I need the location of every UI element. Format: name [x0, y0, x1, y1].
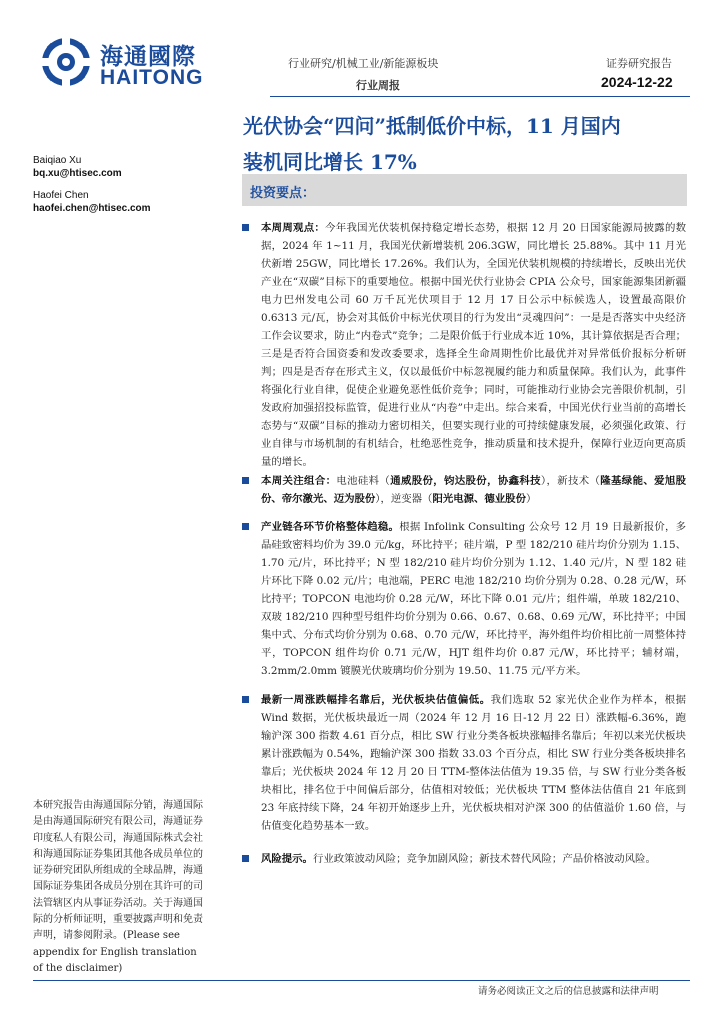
- summary-heading: 投资要点：: [250, 186, 316, 201]
- title-line-1: 光伏协会“四问”抵制低价中标，11 月国内: [243, 114, 621, 138]
- footer-divider: [33, 980, 690, 981]
- bullet-label: 产业链各环节价格整体趋稳。: [261, 521, 400, 533]
- title-line-2: 装机同比增长 17%: [243, 150, 417, 174]
- haitong-emblem-icon: [40, 36, 92, 88]
- header-divider: [270, 96, 690, 97]
- bullet-label: 最新一周涨跌幅排名靠后，光伏板块估值偏低。: [261, 694, 491, 706]
- report-type: 行业周报: [356, 79, 400, 92]
- author-email[interactable]: haofei.chen@htisec.com: [33, 203, 151, 214]
- bullet-portfolio: 本周关注组合：电池硅料（通威股份，钧达股份，协鑫科技），新技术（隆基绿能、爱旭股份、帝尔激光、迈为股份），逆变器（阳光电源、德业股份）: [242, 472, 686, 508]
- stock-group-inverter: 阳光电源、德业股份: [432, 493, 526, 505]
- footer-notice: 请务必阅读正文之后的信息披露和法律声明: [478, 986, 659, 997]
- logo-chinese-name: 海通國際: [100, 43, 196, 70]
- stock-group-silicon: 通威股份，钧达股份，协鑫科技: [390, 475, 541, 487]
- bullet-square-icon: [242, 855, 249, 862]
- bullet-text: 我们选取 52 家光伏企业作为样本，根据 Wind 数据，光伏板块最近一周（2024 年 12 月 16 日-12 月 22 日）涨跌幅-6.36%，跑输沪深 300 指数 4.61 百分点，相比 SW 行业分类各板块涨幅排名靠后；年初以来光伏板块累计涨跌幅为 0.54%，跑输沪深 300 指数 33.03 个百分点，相比 SW 行业分类各板块排名靠后；光伏板块 2024 年 12 月 20 日 TTM-整体法估值为 19.35 倍，与 SW 行业分类各板块相比，排名位于中间偏后部分，估值相对较低；光伏板块 TTM 整体法估值自 21 年底到 23 年底持续下降，24 年初开始逐步上升，光伏板块相对沪深 300 的估值溢价 1.60 倍，与估值变化趋势基本一致。: [261, 694, 687, 832]
- bullet-label: 风险提示。: [261, 853, 313, 865]
- author-name: Haofei Chen: [33, 190, 89, 201]
- logo-english-name: HAITONG: [100, 66, 204, 89]
- author-name: Baiqiao Xu: [33, 155, 82, 166]
- report-date: 2024-12-22: [601, 74, 673, 90]
- stock-group-new-tech: 隆基绿能、爱旭股份、帝尔激光、迈为股份: [261, 475, 687, 505]
- bullet-text: 今年我国光伏装机保持稳定增长态势，根据 12 月 20 日国家能源局披露的数据，2024 年 1~11 月，我国光伏新增装机 206.3GW，同比增长 25.88%。其中 11 月光伏新增 25GW，同比增长 17.26%。我们认为，全国光伏装机规模的持续增长，反映出光伏产业在“双碳”目标下的重要地位。根据中国光伏行业协会 CPIA 公众号，国家能源集团新疆电力巴州发电公司 60 万千瓦光伏项目于 12 月 17 日公示中标候选人，设置最高限价 0.6313 元/瓦，协会对其低价中标光伏项目的行为发出“灵魂四问”：一是是否落实中央经济工作会议要求，防止“内卷式”竞争；二是限价低于行业成本近 10%，其计算依据是否合理；三是是否符合国资委和发改委要求，选择全生命周期性价比最优并对异常低价报标分析研判；四是是否存在形式主义，仅以最低价中标忽视履约能力和质量保障。我们认为，此事件将强化行业自律，促使企业避免恶性低价竞争；同时，可能推动行业协会完善限价机制，引发政府加强招投标监管，促进行业从“内卷”中走出。综合来看，中国光伏行业当前的高增长态势与“双碳”目标的推动力密切相关，但要实现行业的可持续健康发展，必须强化政策、行业自律与市场机制的有机结合，杜绝恶性竞争，推动质量和技术提升，保障行业迈向更高质量的增长。: [261, 222, 687, 468]
- bullet-weekly-view: [242, 219, 686, 471]
- bullet-valuation: [242, 691, 686, 835]
- report-category: 行业研究/机械工业/新能源板块: [288, 57, 439, 70]
- bullet-square-icon: [242, 696, 249, 703]
- bullet-square-icon: [242, 477, 249, 484]
- research-report-label: 证券研究报告: [606, 57, 672, 70]
- report-title: [243, 108, 693, 180]
- bullet-text: 根据 Infolink Consulting 公众号 12 月 19 日最新报价，多晶硅致密料均价为 39.0 元/kg，环比持平；硅片端，P 型 182/210 硅片均价分别为 1.15、1.70 元/片，环比持平；N 型 182/210 硅片均价分别为 1.12、1.40 元/片，N 型 182 硅片环比下降 0.02 元/片；电池端，PERC 电池 182/210 均价分别为 0.28、0.28 元/W，环比持平；TOPCON 电池均价 0.28 元/W，环比下降 0.01 元/片；组件端，单玻 182/210、双玻 182/210 四种型号组件均价分别为 0.66、0.67、0.68、0.69 元/W，环比持平；中国集中式、分布式均价分别为 0.68、0.70 元/W，环比持平，海外组件均价相比前一周整体持平，TOPCON 组件均价 0.71 元/W，HJT 组件均价 0.87 元/W，环比持平；辅材端，3.2mm/2.0mm 镀膜光伏玻璃均价分别为 19.50、11.75 元/平方米。: [261, 521, 686, 677]
- bullet-label: 本周周观点：: [261, 222, 326, 234]
- bullet-label: 本周关注组合：: [261, 475, 337, 487]
- bullet-risk: [242, 850, 686, 868]
- bullet-square-icon: [242, 224, 249, 231]
- bullet-text: 行业政策波动风险；竞争加剧风险；新技术替代风险；产品价格波动风险。: [312, 853, 656, 865]
- author-email[interactable]: bq.xu@htisec.com: [33, 168, 122, 179]
- bullet-price-trend: [242, 518, 686, 680]
- bullet-square-icon: [242, 523, 249, 530]
- distribution-disclaimer: 本研究报告由海通国际分销，海通国际是由海通国际研究有限公司，海通证券印度私人有限公司，海通国际株式会社和海通国际证券集团其他各成员单位的证券研究团队所组成的全球品牌，海通国际证券集团各成员分别在其许可的司法管辖区内从事证券活动。关于海通国际的分析师证明，重要披露声明和免责声明，请参阅附录。(Please see appendix for English translation of the disclaimer): [33, 800, 203, 974]
